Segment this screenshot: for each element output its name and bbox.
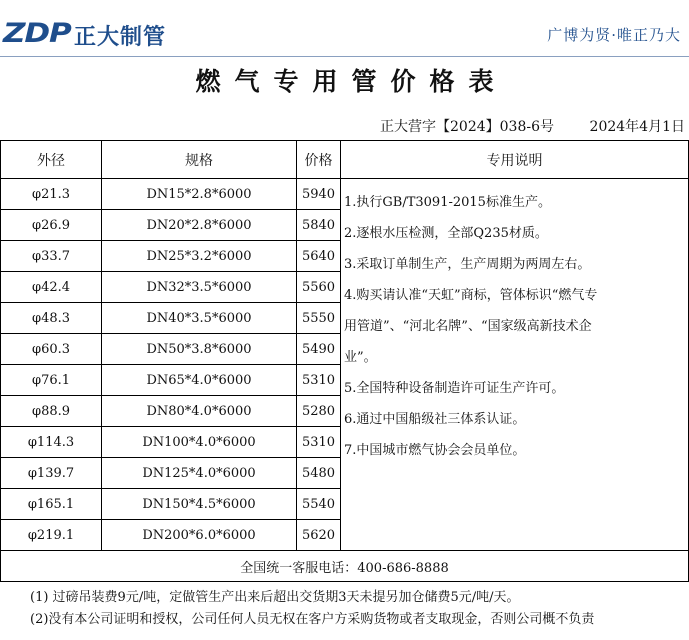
cell-spec: DN150*4.5*6000 [102, 489, 297, 520]
note-line: 3.采取订单制生产，生产周期为两周左右。 [344, 257, 591, 272]
header-notes: 专用说明 [341, 141, 689, 179]
footer-notes [30, 587, 594, 631]
note-line: 7.中国城市燃气协会会员单位。 [344, 443, 526, 458]
cell-outer-diameter: φ60.3 [1, 334, 102, 365]
cell-spec: DN15*2.8*6000 [102, 179, 297, 210]
footer-note: (2)没有本公司证明和授权，公司任何人员无权在客户方采购货物或者支取现金，否则公司概不负责 [30, 612, 595, 627]
cell-price: 5640 [297, 241, 341, 272]
cell-spec: DN40*3.5*6000 [102, 303, 297, 334]
cell-price: 5560 [297, 272, 341, 303]
customer-hotline: 全国统一客服电话：400-686-8888 [1, 551, 689, 582]
cell-spec: DN80*4.0*6000 [102, 396, 297, 427]
cell-spec: DN125*4.0*6000 [102, 458, 297, 489]
cell-price: 5540 [297, 489, 341, 520]
cell-price: 5310 [297, 427, 341, 458]
header-spec: 规格 [102, 141, 297, 179]
note-line: 用管道”、“河北名牌”、“国家级高新技术企 [344, 319, 592, 334]
notes-cell [341, 179, 689, 551]
cell-outer-diameter: φ139.7 [1, 458, 102, 489]
table-header-row [1, 141, 689, 179]
letterhead [0, 0, 689, 58]
cell-price: 5490 [297, 334, 341, 365]
cell-spec: DN32*3.5*6000 [102, 272, 297, 303]
company-slogan: 广博为贤·唯正乃大 [547, 26, 681, 44]
cell-spec: DN200*6.0*6000 [102, 520, 297, 551]
cell-price: 5840 [297, 210, 341, 241]
cell-outer-diameter: φ219.1 [1, 520, 102, 551]
header-price: 价格 [297, 141, 341, 179]
cell-price: 5550 [297, 303, 341, 334]
cell-spec: DN25*3.2*6000 [102, 241, 297, 272]
price-table [0, 140, 689, 582]
table-row [1, 179, 689, 210]
footer-note: (1) 过磅吊装费9元/吨，定做管生产出来后超出交货期3天未提另加仓储费5元/吨/天。 [30, 590, 520, 605]
cell-spec: DN50*3.8*6000 [102, 334, 297, 365]
cell-outer-diameter: φ42.4 [1, 272, 102, 303]
company-name: 正大制管 [74, 25, 167, 50]
header-outer-diameter: 外径 [1, 141, 102, 179]
cell-outer-diameter: φ26.9 [1, 210, 102, 241]
document-title: 燃气专用管价格表 [195, 67, 508, 96]
header-divider [0, 56, 689, 57]
cell-outer-diameter: φ165.1 [1, 489, 102, 520]
cell-price: 5310 [297, 365, 341, 396]
cell-outer-diameter: φ88.9 [1, 396, 102, 427]
cell-spec: DN20*2.8*6000 [102, 210, 297, 241]
hotline-row [1, 551, 689, 582]
cell-price: 5620 [297, 520, 341, 551]
note-line: 5.全国特种设备制造许可证生产许可。 [344, 381, 565, 396]
note-line: 6.通过中国船级社三体系认证。 [344, 412, 526, 427]
document-number: 正大营字【2024】038-6号 [380, 119, 554, 135]
cell-spec: DN65*4.0*6000 [102, 365, 297, 396]
note-line: 1.执行GB/T3091-2015标准生产。 [344, 195, 551, 210]
note-line: 2.逐根水压检测，全部Q235材质。 [344, 226, 548, 241]
cell-price: 5280 [297, 396, 341, 427]
document-date: 2024年4月1日 [589, 119, 685, 135]
cell-price: 5480 [297, 458, 341, 489]
note-line: 业”。 [344, 350, 377, 365]
cell-outer-diameter: φ114.3 [1, 427, 102, 458]
note-line: 4.购买请认准“天虹”商标，管体标识“燃气专 [344, 288, 598, 303]
cell-spec: DN100*4.0*6000 [102, 427, 297, 458]
cell-outer-diameter: φ76.1 [1, 365, 102, 396]
cell-outer-diameter: φ33.7 [1, 241, 102, 272]
cell-outer-diameter: φ21.3 [1, 179, 102, 210]
company-logo: ZDP [3, 18, 71, 49]
cell-outer-diameter: φ48.3 [1, 303, 102, 334]
cell-price: 5940 [297, 179, 341, 210]
